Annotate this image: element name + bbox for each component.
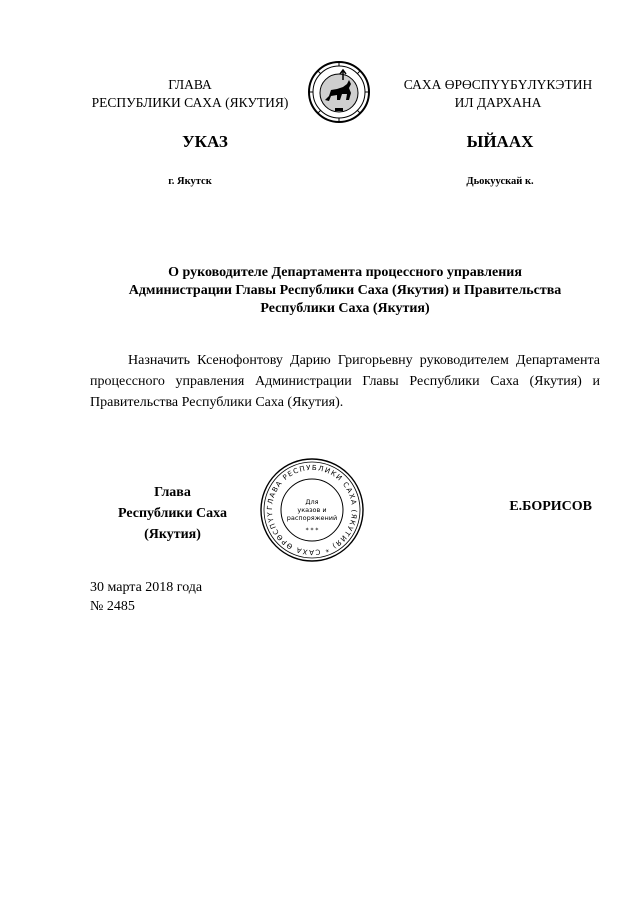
- header-right: [388, 76, 608, 112]
- seal-center-line3: распоряжений: [286, 514, 338, 522]
- official-seal-stamp: [258, 456, 366, 564]
- seal-center-line2: указов и: [297, 506, 327, 514]
- document-body-paragraph: Назначить Ксенофонтову Дарию Григорьевну руководителем Департамента процессного управления Администрации Главы Республики Саха (Якутия) и Правительства Республики Саха (Якутия).: [90, 353, 600, 410]
- heading-line1: О руководителе Департамента процессного управления: [168, 265, 522, 280]
- place-dyokuuskai: Дьокуускай к.: [466, 176, 534, 187]
- document-date-block: [90, 578, 202, 616]
- heading-line3: Республики Саха (Якутия): [260, 301, 430, 316]
- signature-title-line1: Глава: [154, 485, 191, 500]
- header-left-line2: РЕСПУБЛИКИ САХА (ЯКУТИЯ): [91, 95, 289, 110]
- svg-text:* * *: * * *: [305, 527, 319, 534]
- document-heading: [90, 264, 600, 318]
- coat-of-arms-emblem: [307, 60, 371, 124]
- heading-line2: Администрации Главы Республики Саха (Якутия) и Правительства: [128, 283, 562, 298]
- signature-title: [90, 482, 255, 545]
- document-date: 30 марта 2018 года: [90, 580, 203, 595]
- seal-center-line1: Для: [305, 498, 319, 506]
- signature-title-line2: Республики Саха (Якутия): [118, 506, 227, 542]
- seal-ring-text: ГЛАВА РЕСПУБЛИКИ САХА (ЯКУТИЯ) * САХА ӨРӨСПҮҮ: [265, 463, 359, 557]
- header-right-line2: ИЛ ДАРХАНА: [454, 95, 542, 110]
- signatory-name: Е.БОРИСОВ: [509, 499, 592, 514]
- title-ukaz: УКАЗ: [182, 132, 228, 151]
- document-number: № 2485: [90, 599, 135, 614]
- header-left: [80, 76, 300, 112]
- place-yakutsk: г. Якутск: [168, 176, 212, 187]
- title-yiyaakh: ЫЙААХ: [466, 132, 534, 151]
- header-left-line1: ГЛАВА: [168, 77, 212, 92]
- header-right-line1: САХА ӨРӨСПҮҮБҮЛҮКЭТИН: [403, 77, 593, 92]
